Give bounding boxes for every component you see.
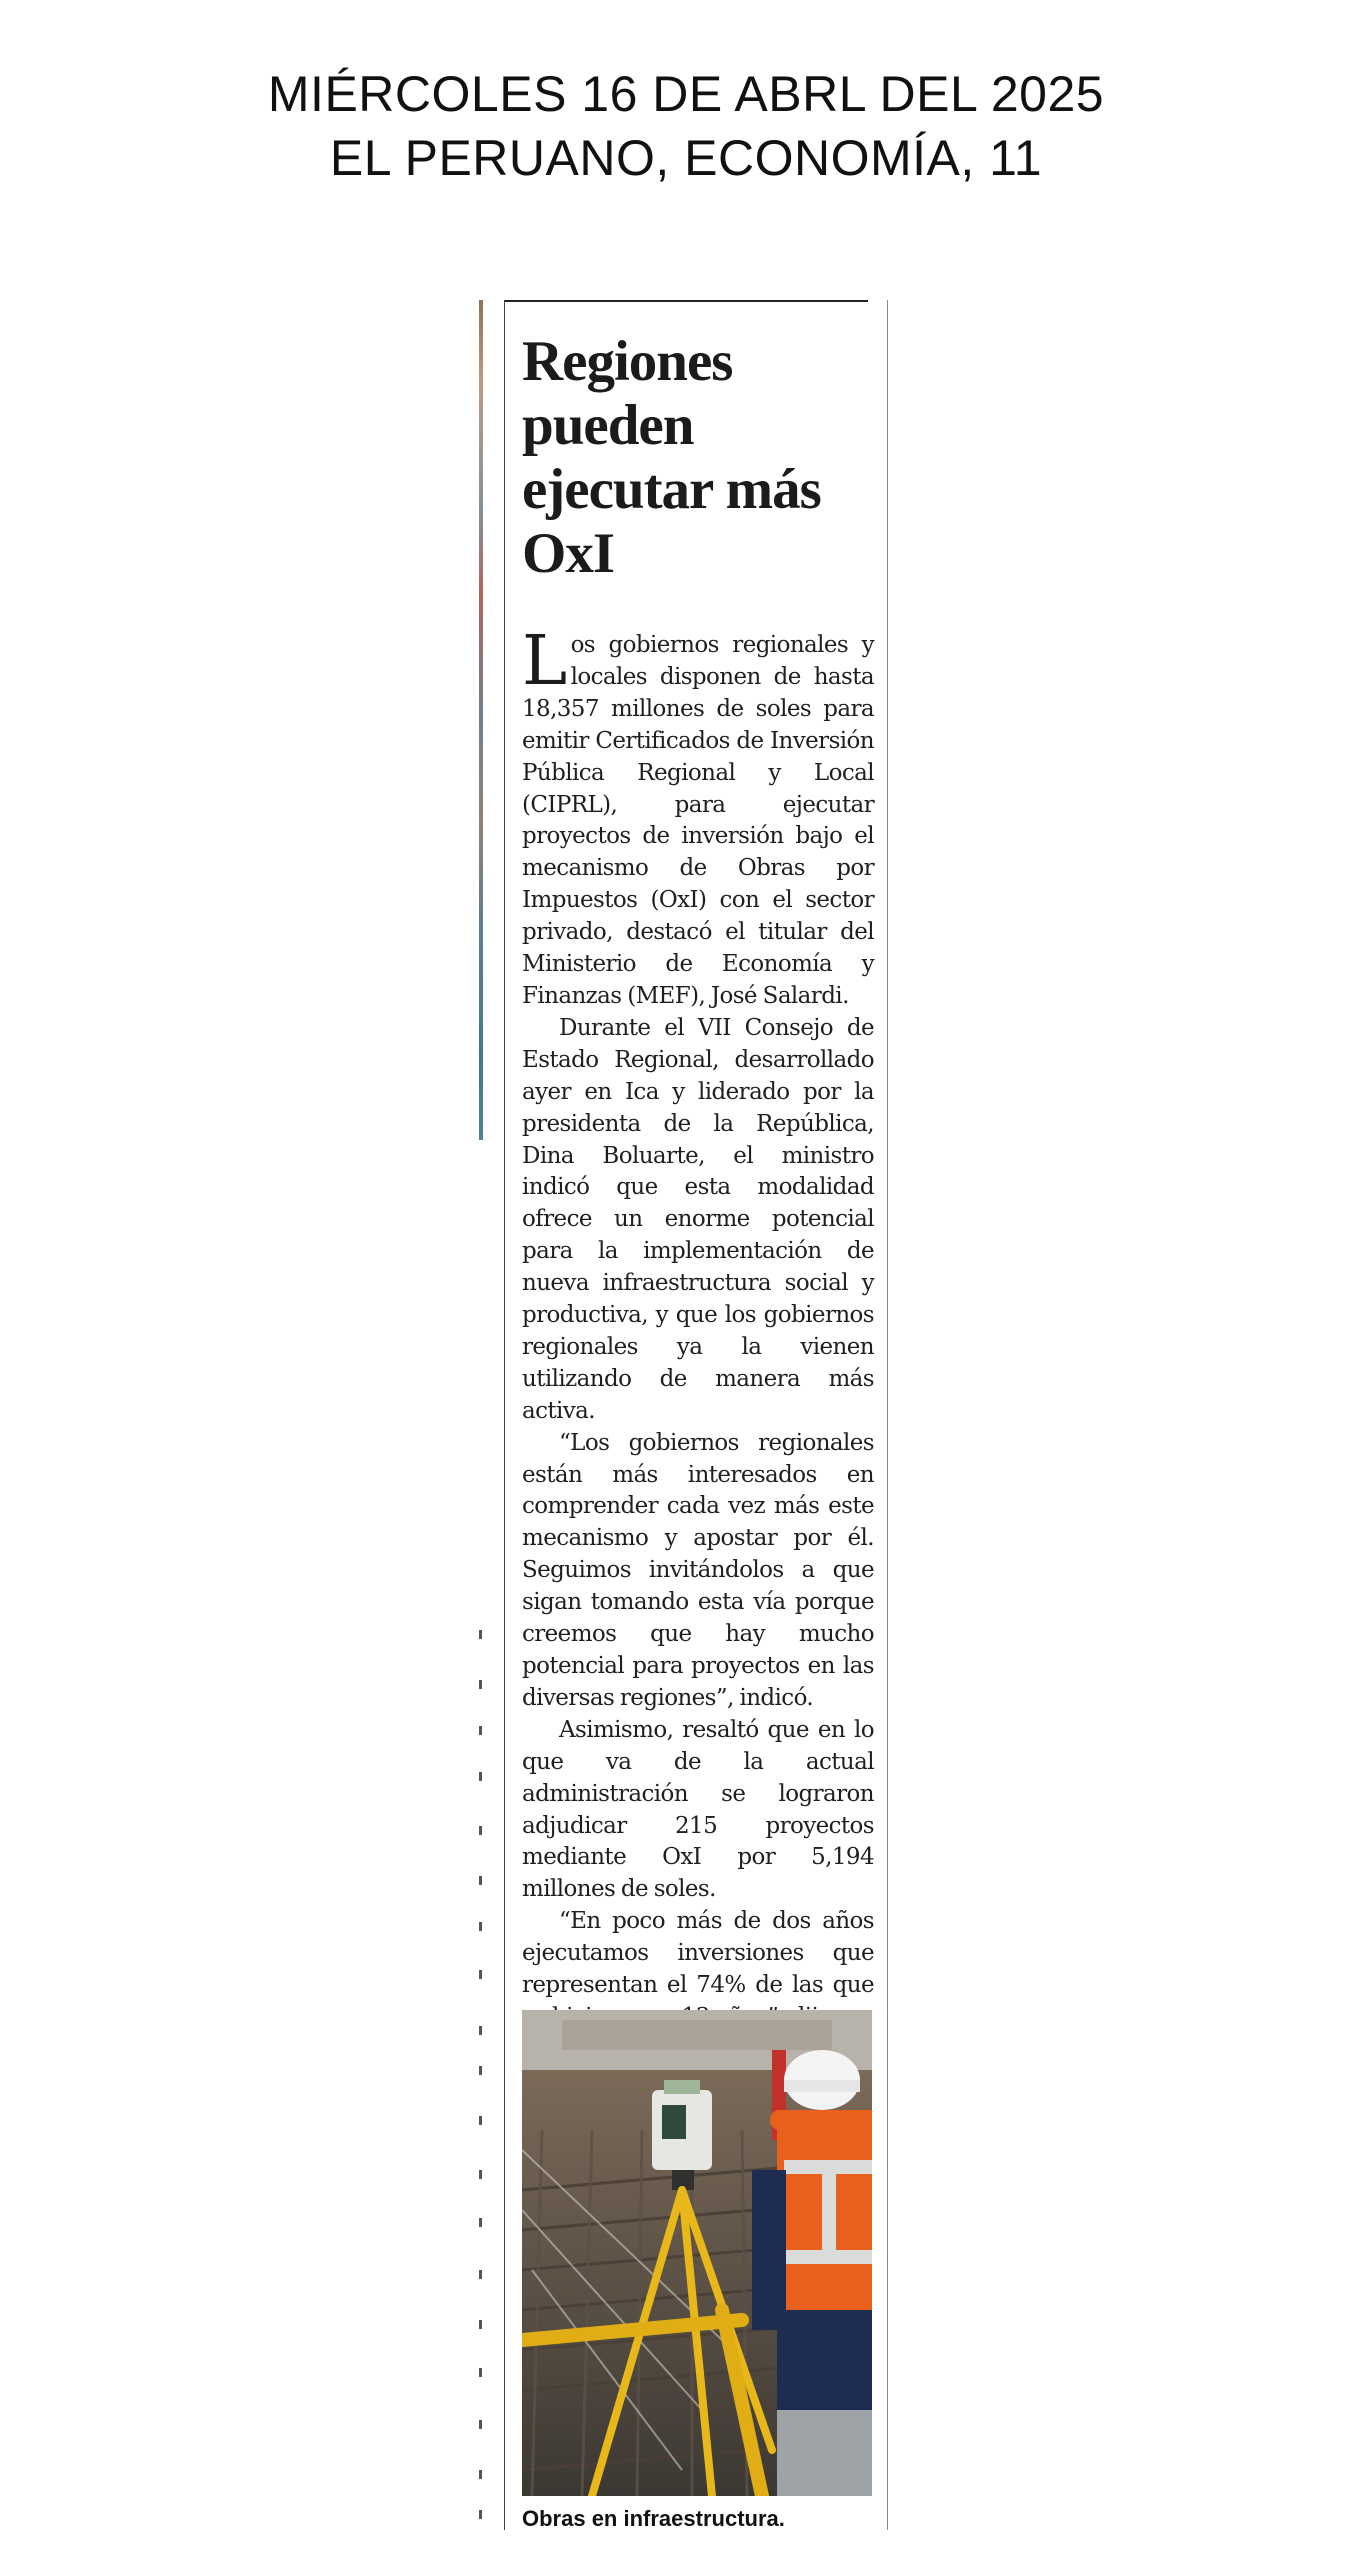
page-header [0, 62, 1372, 190]
lead-paragraph-text: os gobiernos regionales y locales disponen de hasta 18,357 millones de soles para emitir Certificados de Inversión Pública Regional y Local (CIPRL), para ejecutar proyectos de inversión bajo el mecanismo de Obras por Impuestos (OxI) con el sector privado, destacó el titular del Ministerio de Economía y Finanzas (MEF), José Salardi. [522, 632, 874, 1009]
body-paragraph: Asimismo, resaltó que en lo que va de la actual administración se lograron adjudicar 215 proyectos mediante OxI por 5,194 millones de soles. [522, 1716, 874, 1903]
photo-caption: Obras en infraestructura. [522, 2506, 785, 2531]
drop-cap: L [522, 622, 567, 701]
lead-paragraph [522, 622, 874, 1013]
article-photo [522, 2010, 872, 2496]
body-paragraph: “En poco más de dos años ejecutamos inversiones que representan el 74% de las que [522, 1908, 874, 1999]
construction-photo [522, 2010, 872, 2496]
article-column [504, 300, 888, 2530]
adjacent-column-ticks [479, 1630, 483, 2530]
body-paragraph: Durante el VII Consejo de Estado Regional, desarrollado ayer en Ica y liderado por la presidenta de la República, Dina Boluarte, el ministro indicó que esta modalidad ofrece un enorme potencial para la implementación de nueva infraestructura social y productiva, y que los gobiernos regionales ya la vienen utilizando de manera más activa. [522, 1014, 874, 1424]
page-header-date: MIÉRCOLES 16 DE ABRL DEL 2025 [267, 66, 1105, 122]
column-top-rule [504, 300, 868, 302]
page-header-section: EL PERUANO, ECONOMÍA, 11 [329, 130, 1043, 186]
adjacent-column-edge [479, 300, 483, 1140]
column-left-rule [504, 300, 505, 2530]
column-right-rule [887, 300, 888, 2530]
article-headline: Regiones pueden ejecutar más OxI [522, 330, 821, 585]
body-paragraph: “Los gobiernos regionales están más interesados en comprender cada vez más este mecanismo y apostar por él. Seguimos invitándolos a que sigan tomando esta vía porque creemos que hay mucho potencial para proyectos en las diversas regiones”, indicó. [522, 1429, 874, 1711]
article-body [522, 622, 874, 2034]
